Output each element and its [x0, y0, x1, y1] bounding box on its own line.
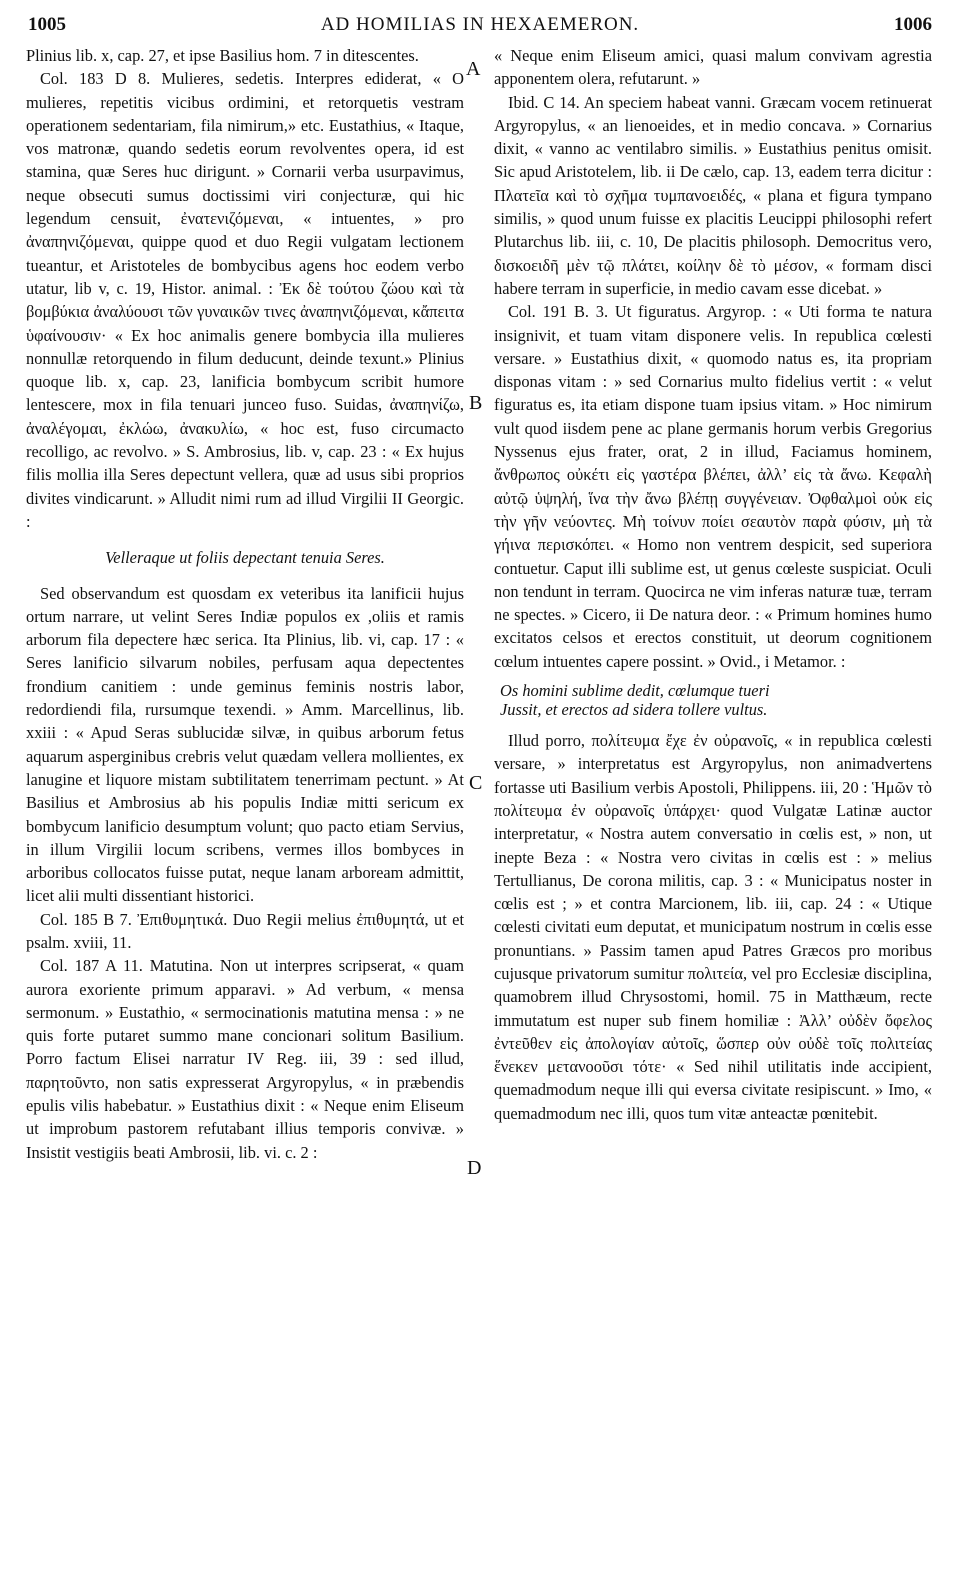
left-paragraph-1: Plinius lib. x, cap. 27, et ipse Basilius hom. 7 in ditescentes.: [26, 46, 419, 65]
page-number-left: 1005: [28, 14, 66, 35]
section-marker-c: C: [469, 772, 483, 794]
right-paragraph-2: Ibid. C 14. An speciem habeat vanni. Græcam vocem retinuerat Argyropylus, « an lienoeides, et in medio concava. » Cornarius dixit, « vanno ac ventilabro similis. » Eustathius penitus omisit. Sic apud Aristotelem, lib. ii De cælo, cap. 13, eadem terra dicitur : Πλατεῖα καὶ τὸ σχῆμα τυμπανοειδές, « plana et figura tympano similis, » quod unum fuisse ex placitis Leucippi philosophi refert Plutarchus lib. iii, c. 10, De placitis philosoph. Democritus vero, δισκοειδῆ μὲν τῷ πλάτει, κοίλην δὲ τὸ μέσον, « formam disci habere terram in superficie, in medio cavam esse dicebat. »: [494, 92, 932, 298]
right-paragraph-3: Col. 191 B. 3. Ut figuratus. Argyrop. : « Uti forma te natura insignivit, et tuam vitam disponere velis. In republica cœlesti versare. » Eustathius dixit, « quomodo natus es, ita propriam disponas vitam : » sed Cornarius multo fidelius vertit : « velut figuratus es, ita etiam dispone tuam ipsius vitam. » Hoc nimirum vult quod iisdem pene ac plane germanis horum verbis Gregorius Nyssenus ejus frater, orat, 2 in illud, Faciamus hominem, ἄνθρωπος οὐκέτι εἰς γαστέρα βλέπει, ἀλλ’ εἰς τὰ ἄνω. Κεφαλὴ αὐτῷ ὑψηλή, ἵνα τὴν ἄνω βλέπῃ συγγένειαν. Ὀφθαλμοὶ οὐκ εἰς τὴν γῆν νεύοντες. Μὴ τοίνυν ποίει σεαυτὸν παρὰ φύσιν, μὴ τὰ γήινα περισκόπει. « Homo non ventrem despicit, sed superiora contuetur. Caput illi sublime est, ut genus cœleste suspiciat. Oculi non tendunt in terram. Quocirca ne vim inferas naturæ tuæ, terram ne spectes. » Cicero, ii De natura deor. : « Primum homines humo excitatos celsos et erectos constituit, ut deorum cognitionem cœlum intuentes capere possint. » Ovid., i Metamor. :: [494, 302, 932, 671]
right-paragraph-4: Illud porro, πολίτευμα ἔχε ἐν οὐρανοῖς, « in republica cœlesti versare, » interpretatus est Argyropylus, non animadvertens fortasse uti Basilium verbis Apostoli, Philippens. iii, 20 : Ἡμῶν τὸ πολίτευμα ἐν οὐρανοῖς ὑπάρχει· quod Vulgatæ Latinæ auctor interpretatur, « Nostra autem conversatio in cœlis est, » non, ut inepte Beza : « Nostra vero civitas in cœlis est : » melius Tertullianus, De corona militis, cap. 3 : « Municipatus noster in cœlis est ; » et contra Marcionem, lib. iii, cap. 24 : « Utique cœlesti civitati eum deputat, et municipatum nostrum in cœlis esse pronuntians. » Passim tamen apud Patres Græcos pro moribus cujusque privatorum sumitur πολιτεία, vel pro Ecclesiæ disciplina, quamobrem illud Chrysostomi, homil. 75 in Matthæum, recte immutatum est nuper sub finem homiliæ : Ἀλλ’ οὐδὲν ὄφελος ἐντεῦθεν εἰς ἀπολογίαν αὐτοῖς, ὥσπερ οὐν οὐδὲ τοῖς πολιτείας ἕνεκεν μετανοοῦσι τότε· « Sed nihil utilitatis inde accipient, quemadmodum neque illi qui eversa civitate resipiscunt. » Imo, « quemadmodum nec illi, quos tum vitæ anteactæ pœnitebit.: [494, 731, 932, 1123]
section-marker-d: D: [467, 1157, 482, 1179]
right-paragraph-1: « Neque enim Eliseum amici, quasi malum convivam agrestia apponentem olera, refutarunt. »: [494, 46, 932, 89]
left-column: [26, 44, 464, 1164]
left-paragraph-2: Col. 183 D 8. Mulieres, sedetis. Interpres ediderat, « O mulieres, repetitis vicibus ordimini, et retorquetis vestram operationem sedentariam, fila nimirum,» etc. Eustathius, « Itaque, vos matronæ, quando sedetis eorum revolventes opera, id est stamina, quæ Seres huc dirigunt. » Cornarii verba usurpavimus, neque obsecuti sumus doctissimi viri conjecturæ, qui hic legendum censuit, ἐνατενιζόμεναι, « intuentes, » pro ἀναπηνιζόμεναι, quippe quod et duo Regii vulgatam lectionem tueantur, et Aristoteles de bombycibus agens hoc eodem verbo utatur, lib v, c. 19, Histor. animal. : Ἐκ δὲ τούτου ζώου καὶ τὰ βομβύκια ἀναλύουσι τῶν γυναικῶν τινες ἀναπηνιζόμεναι, κἄπειτα ὑφαίνουσιν· « Ex hoc animalis genere bombycia illa mulieres nonnullæ retorquendo in filum deducunt, deinde texunt.» Plinius quoque lib. x, cap. 23, lanificia bombycum scribit humore lentescere, mox in fila tenuari junceo fuso. Suidas, ἀναπηνίζω, ἀναλέγομαι, ἐκλώω, ἀνακυλίω, « hoc est, fuso circumacto recolligo, ac revolvo. » S. Ambrosius, lib. v, cap. 23 : « Ex hujus filis mollia illa Seres depectunt vellera, quæ ad usus sibi proprios divites vindicarunt. » Alludit nimi rum ad illud Virgilii II Georgic. :: [26, 69, 464, 531]
page-header: [28, 14, 932, 40]
section-marker-b: B: [469, 392, 483, 414]
left-paragraph-4: Col. 185 B 7. Ἐπιθυμητικά. Duo Regii melius ἐπιθυμητά, ut et psalm. xviii, 11.: [26, 909, 464, 952]
verse-line-1: Os homini sublime dedit, cœlumque tueri: [500, 681, 770, 701]
running-title: AD HOMILIAS IN HEXAEMERON.: [320, 14, 640, 35]
verse-block: [494, 681, 932, 719]
verse-quotation: Velleraque ut foliis depectant tenuia Seres.: [105, 548, 385, 568]
left-paragraph-5: Col. 187 A 11. Matutina. Non ut interpres scripserat, « quam aurora exoriente primum apparavi. » Ad verbum, « mensa sermonum. » Eustathio, « sermocinationis matutina mensa : » ne quis forte putaret summo mane concionari solitum Basilium. Porro factum Elisei narratur IV Reg. iii, 39 : sed illud, παρητοῦντο, non satis expresserat Argyropylus, « in præbendis epulis vilis habebatur. » Eustathius dixit : « Neque enim Eliseum ut improbum pastorem refutabant illius temporis convivæ. » Insistit vestigiis beati Ambrosii, lib. vi. c. 2 :: [26, 956, 464, 1162]
right-column: [494, 44, 932, 1125]
left-paragraph-3: Sed observandum est quosdam ex veteribus ita lanificii hujus ortum narrare, ut velint Seres Indiæ populos ex ,oliis et ramis arborum fila depectere hæc serica. Ita Plinius, lib. vi, cap. 17 : « Seres lanificio silvarum nobiles, perfusam aqua depectentes frondium canitiem : unde geminus feminis nostris labor, redordiendi fila, rursumque texendi. » Amm. Marcellinus, lib. xxiii : « Apud Seras sublucidæ silvæ, in quibus arborum fetus aquarum asperginibus crebris velut quædam vellera mollientes, ex lanugine et liquore mistam subtilitatem tenerrimam pectunt. » At Basilius et Ambrosius ab his populis Indiæ mitti sericum ex bombycum lanificio desumptum volunt; quo pacto etiam Servius, in illum Virgilii locum scribens, vermes illos bombyces in arboribus collocatos fuisse putat, neque lanam arboream admittit, licet alii multi dissentiant historici.: [26, 583, 464, 906]
verse-line-2: Jussit, et erectos ad sidera tollere vultus.: [500, 700, 768, 720]
page-number-right: 1006: [894, 14, 932, 35]
section-marker-a: A: [466, 58, 481, 80]
